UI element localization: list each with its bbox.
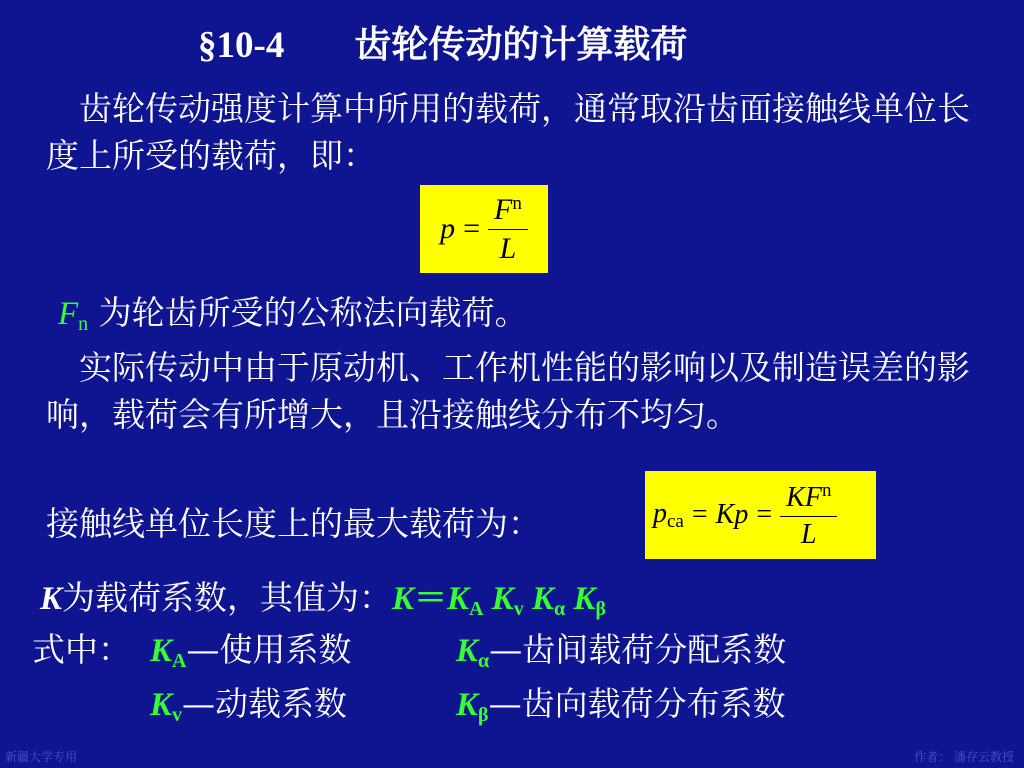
slide-title [198,14,687,68]
formula1-num-sub: n [512,192,522,214]
load-increase-paragraph: 实际传动中由于原动机、工作机性能的影响以及制造误差的影响，载荷会有所增大，且沿接触线分布不均匀。 [46,348,970,434]
intro-paragraph: 齿轮传动强度计算中所用的载荷，通常取沿齿面接触线单位长度上所受的载荷，即： [46,89,970,175]
legend-kbeta-text: —齿向载荷分布系数 [488,684,786,723]
fn-sub: n [78,313,89,335]
max-load-formula [645,471,876,559]
kv-var: K [491,581,514,617]
k-symbol: K [40,581,63,617]
legend-kalpha-symbol [456,633,490,672]
legend-item-kbeta [456,680,786,739]
k-expr-eq: ＝ [414,581,448,617]
fn-text: 为轮齿所受的公称法向载荷。 [98,293,528,332]
max-load-label: 接触线单位长度上的最大载荷为： [46,504,541,543]
formula1-numerator [488,193,528,230]
formula1-eq: = [463,212,481,245]
formula2-eq2: = [756,499,773,530]
legend-prefix: 式中： [32,630,131,669]
legend-kbeta-var: K [456,687,479,723]
legend-ka-var: K [150,633,173,669]
k-expression [392,581,607,620]
load-per-length-formula [420,185,548,273]
fn-var: F [58,296,79,332]
legend-ka-symbol [150,633,187,672]
legend-kv-text: —动载系数 [182,684,348,723]
legend-kalpha-text: —齿间载荷分配系数 [489,630,787,669]
title-text: 齿轮传动的计算载荷 [354,22,688,66]
k-expr-lhs: K [392,581,415,617]
formula2-eq1: = [691,499,708,530]
formula1-fraction [488,193,528,266]
formula2-lhs-var: p [653,497,667,529]
k-description: 为载荷系数，其值为： [62,578,393,617]
legend-kalpha-var: K [456,633,479,669]
formula2-fraction [780,480,837,551]
fn-definition [58,289,528,348]
formula1-num-var: F [494,192,513,226]
load-factor-line [40,574,606,633]
fn-symbol [58,296,89,335]
legend-kv-var: K [150,687,173,723]
kv-sub: v [513,598,524,620]
footer-right: 作者： 潘存云教授 [914,750,1014,764]
formula2-lhs-sub: ca [667,510,684,532]
formula2-num-sub: n [821,479,832,501]
kbeta-sub: β [595,598,607,620]
formula2-mid: Kp [715,499,749,530]
legend-item-kv [150,680,347,739]
legend-kbeta-sub: β [478,704,489,726]
legend-item-kalpha [456,626,786,685]
ka-var: K [447,581,470,617]
legend-kalpha-sub: α [478,650,490,672]
footer-left: 新疆大学专用 [5,750,78,764]
formula2-denominator: L [801,518,817,550]
legend-kbeta-symbol [456,687,489,726]
ka-sub: A [469,598,484,620]
legend-ka-text: —使用系数 [186,630,352,669]
formula1-lhs: p [440,212,456,245]
formula2-numerator [780,480,837,517]
kbeta-var: K [573,581,596,617]
legend-kv-symbol [150,687,183,726]
legend-ka-sub: A [172,650,187,672]
legend-item-ka [150,626,351,685]
kalpha-var: K [532,581,555,617]
formula1-denominator: L [499,231,517,265]
section-number: §10-4 [198,25,285,66]
legend-kv-sub: v [172,704,183,726]
kalpha-sub: α [554,598,566,620]
formula2-lhs [653,498,684,533]
formula2-num-var: KF [786,481,822,513]
